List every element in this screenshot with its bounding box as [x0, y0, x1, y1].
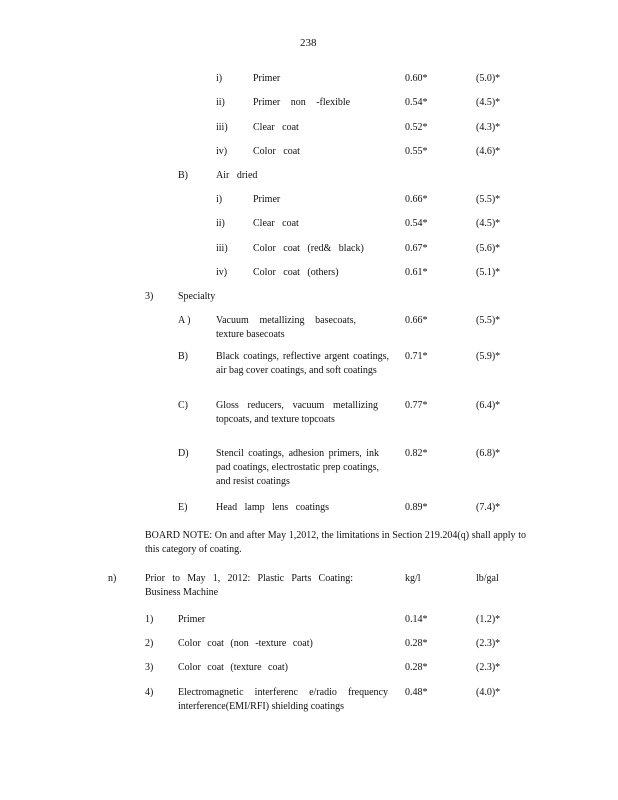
item-number: 4): [145, 687, 154, 698]
item-text: Color coat (non -texture coat): [178, 638, 313, 649]
section-heading: [0, 169, 618, 183]
item-label: Color coat: [253, 146, 300, 157]
list-item: [0, 613, 618, 627]
kg-value: 0.82*: [405, 448, 428, 459]
section-number: 3): [145, 291, 154, 302]
list-item: [0, 96, 618, 110]
kg-value: 0.61*: [405, 267, 428, 278]
item-number: i): [216, 73, 223, 84]
item-number: iv): [216, 267, 228, 278]
kg-value: 0.48*: [405, 687, 428, 698]
kg-value: 0.55*: [405, 146, 428, 157]
item-label: Color coat (others): [253, 267, 339, 278]
item-text: Vacuum metallizing basecoats, texture basecoats: [216, 315, 356, 340]
lb-value: (2.3)*: [476, 638, 501, 649]
lb-value: (4.5)*: [476, 97, 501, 108]
lb-value: (4.5)*: [476, 218, 501, 229]
board-note: BOARD NOTE: On and after May 1,2012, the limitations in Section 219.204(q) shall apply to this category of coating.: [145, 530, 526, 555]
item-letter: B): [178, 351, 188, 362]
list-item: [0, 242, 618, 256]
lb-value: (1.2)*: [476, 614, 501, 625]
kg-value: 0.54*: [405, 97, 428, 108]
list-item: [0, 637, 618, 651]
item-text: Gloss reducers, vacuum metallizing topcoats, and texture topcoats: [216, 400, 378, 425]
lb-value: (5.1)*: [476, 267, 501, 278]
list-item: [0, 661, 618, 675]
kg-value: 0.67*: [405, 243, 428, 254]
item-number: iii): [216, 122, 228, 133]
kg-value: 0.77*: [405, 400, 428, 411]
kg-value: 0.28*: [405, 662, 428, 673]
item-label: Primer non -flexible: [253, 97, 351, 108]
list-item: [0, 266, 618, 280]
section-title: Prior to May 1, 2012: Plastic Parts Coating: Business Machine: [145, 573, 353, 598]
section-letter: n): [108, 573, 117, 584]
section-title: Air dried: [216, 170, 258, 181]
kg-value: 0.14*: [405, 614, 428, 625]
item-label: Primer: [253, 73, 281, 84]
lb-value: (4.0)*: [476, 687, 501, 698]
kg-column-header: kg/l: [405, 573, 421, 584]
list-item: [0, 72, 618, 86]
kg-value: 0.52*: [405, 122, 428, 133]
item-number: iii): [216, 243, 228, 254]
section-title: Specialty: [178, 291, 216, 302]
list-item: [0, 145, 618, 159]
kg-value: 0.89*: [405, 502, 428, 513]
kg-value: 0.60*: [405, 73, 428, 84]
item-text: Black coatings, reflective argent coatings, air bag cover coatings, and soft coatings: [216, 351, 389, 376]
lb-value: (4.3)*: [476, 122, 501, 133]
lb-value: (4.6)*: [476, 146, 501, 157]
page-number: 238: [300, 37, 317, 49]
item-letter: A ): [178, 315, 191, 326]
lb-value: (6.4)*: [476, 400, 501, 411]
item-text: Primer: [178, 614, 206, 625]
item-label: Color coat (red& black): [253, 243, 364, 254]
item-text: Color coat (texture coat): [178, 662, 289, 673]
kg-value: 0.28*: [405, 638, 428, 649]
lb-value: (6.8)*: [476, 448, 501, 459]
kg-value: 0.71*: [405, 351, 428, 362]
item-letter: C): [178, 400, 188, 411]
lb-value: (5.5)*: [476, 315, 501, 326]
list-item: [0, 217, 618, 231]
lb-value: (5.6)*: [476, 243, 501, 254]
lb-value: (7.4)*: [476, 502, 501, 513]
kg-value: 0.66*: [405, 315, 428, 326]
item-letter: D): [178, 448, 189, 459]
list-item: [0, 121, 618, 135]
lb-value: (5.0)*: [476, 73, 501, 84]
kg-value: 0.66*: [405, 194, 428, 205]
item-text: Electromagnetic interferenc e/radio frequency interference(EMI/RFI) shielding coatings: [178, 687, 388, 712]
item-number: 3): [145, 662, 154, 673]
item-text: Stencil coatings, adhesion primers, ink pad coatings, electrostatic prep coatings, and resist coatings: [216, 448, 379, 487]
item-number: ii): [216, 218, 225, 229]
item-number: ii): [216, 97, 225, 108]
lb-column-header: lb/gal: [476, 573, 499, 584]
item-label: Clear coat: [253, 122, 299, 133]
item-letter: E): [178, 502, 188, 513]
item-number: 2): [145, 638, 154, 649]
lb-value: (5.9)*: [476, 351, 501, 362]
item-number: 1): [145, 614, 154, 625]
item-label: Clear coat: [253, 218, 299, 229]
section-heading: [0, 290, 618, 304]
item-text: Head lamp lens coatings: [216, 502, 330, 513]
kg-value: 0.54*: [405, 218, 428, 229]
lb-value: (5.5)*: [476, 194, 501, 205]
list-item: [0, 193, 618, 207]
section-letter: B): [178, 170, 188, 181]
item-label: Primer: [253, 194, 281, 205]
lb-value: (2.3)*: [476, 662, 501, 673]
item-number: iv): [216, 146, 228, 157]
item-number: i): [216, 194, 223, 205]
